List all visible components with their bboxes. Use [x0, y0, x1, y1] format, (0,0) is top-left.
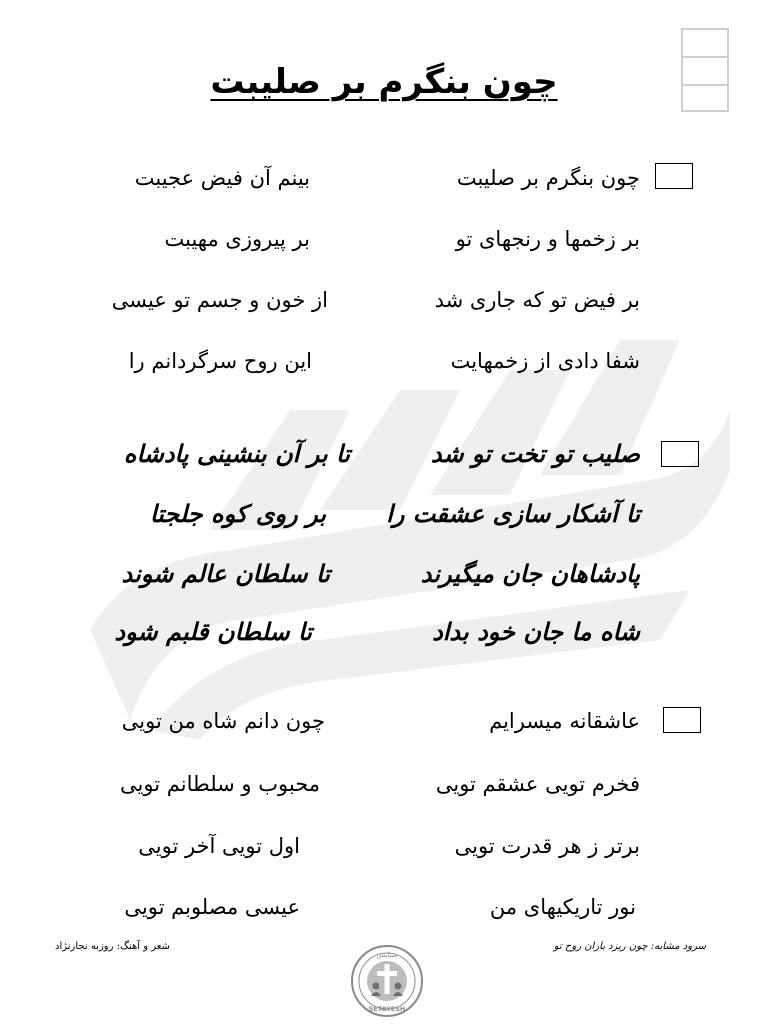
verse-line: نور تاریکیهای من — [489, 895, 636, 919]
verse-line: صلیب تو تخت تو شد — [430, 439, 640, 468]
verse-line: چون بنگرم بر صلیبت — [456, 166, 640, 190]
stanza-checkbox — [661, 441, 699, 467]
verse-line: عیسی مصلوبم تویی — [124, 895, 300, 919]
verse-line: شفا دادی از زخمهایت — [450, 349, 640, 373]
stanza-checkbox — [663, 707, 701, 733]
corner-box-cell — [683, 30, 727, 58]
credits-text: شعر و آهنگ: روزبه نجارنژاد — [55, 941, 170, 952]
verse-line: تا آشکار سازی عشقت را — [386, 499, 640, 528]
verse-line: شاه ما جان خود بداد — [432, 617, 640, 646]
verse-line: فخرم تویی عشقم تویی — [435, 772, 640, 796]
verse-line: پادشاهان جان میگیرند — [420, 559, 640, 588]
stanza-checkbox — [655, 163, 693, 189]
logo-text-bottom: SETAYESH — [368, 1005, 406, 1013]
logo-text-top: ستایش — [376, 951, 398, 959]
verse-line: بر پیروزی مهیبت — [164, 227, 310, 251]
verse-line: محبوب و سلطانم تویی — [120, 772, 320, 796]
verse-line: برتر ز هر قدرت تویی — [454, 834, 640, 858]
verse-line: تا بر آن بنشینی پادشاه — [123, 439, 350, 468]
verse-line: بر روی کوه جلجتا — [149, 499, 326, 528]
setayesh-logo-icon — [350, 944, 424, 1018]
page-title-text: چون بنگرم بر صلیبت — [210, 62, 558, 102]
verse-line: عاشقانه میسرایم — [489, 709, 640, 733]
verse-line: چون دانم شاه من تویی — [121, 709, 325, 733]
verse-line: بر فیض تو که جاری شد — [434, 288, 640, 312]
verse-line: بر زخمها و رنجهای تو — [455, 227, 640, 251]
page-title — [0, 58, 768, 106]
verse-line: بینم آن فیض عجیبت — [134, 166, 310, 190]
verse-line: تا سلطان قلبم شود — [114, 617, 312, 646]
similar-song-text: سرود مشابه: چون ریزد باران روح تو — [553, 941, 706, 952]
verse-line: این روح سرگردانم را — [128, 349, 312, 373]
verse-line: از خون و جسم تو عیسی — [111, 288, 328, 312]
verse-line: تا سلطان عالم شوند — [121, 559, 330, 588]
verse-line: اول تویی آخر تویی — [138, 834, 300, 858]
